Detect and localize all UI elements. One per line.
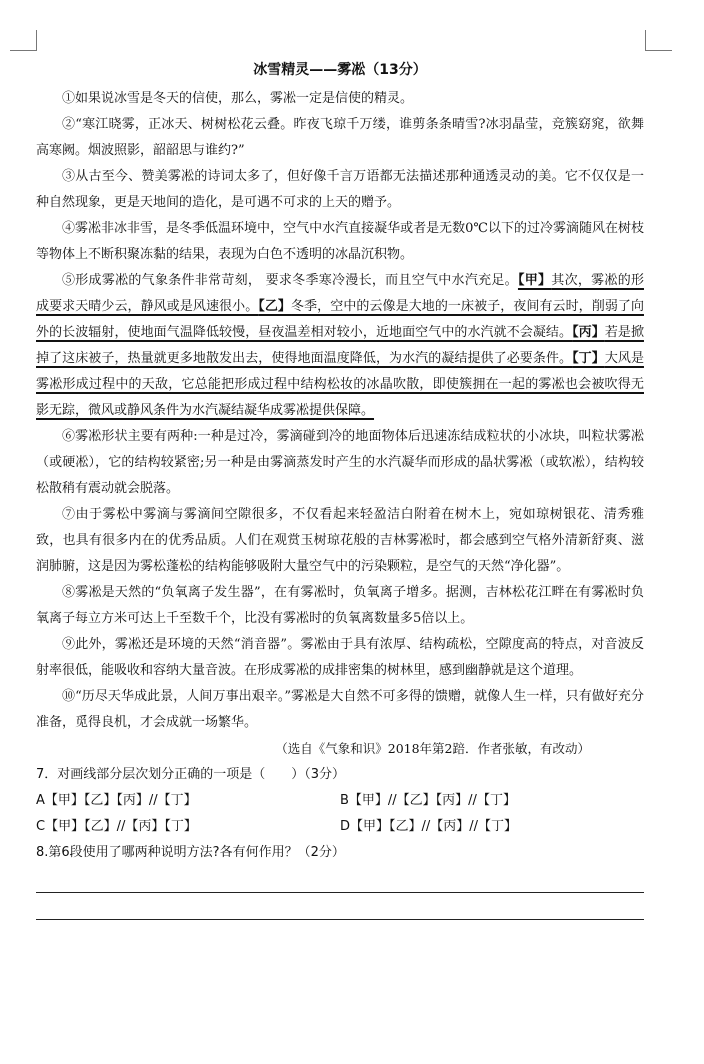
segment-ding: 大风是雾凇形成过程中的天敌，它总能把形成过程中结构松妆的冰晶吹散，即使簇拥在一起的雾凇也会被吹得无影无踪，微风或静风条件为水汽凝结凝华成雾凇提供保障。 <box>36 351 644 418</box>
paragraph-4: ④雾凇非冰非雪，是冬季低温环境中，空气中水汽直接凝华或者是无数0℃以下的过冷雾滴随风在树枝等物体上不断积聚冻黏的结果，表现为白色不透明的冰晶沉积物。 <box>36 221 644 262</box>
option-b: B【甲】//【乙】【丙】//【丁】 <box>340 793 516 808</box>
margin-corner-top-right <box>645 30 672 51</box>
segment-bing: 若是掀掉了这床被子，热量就更多地散发出去，使得地面温度降低，为水汽的凝结提供了必要条件。 <box>36 325 644 366</box>
answer-line-2[interactable] <box>36 893 644 920</box>
segment-jia: 其次，雾凇的形成要求天晴少云，静风或是风速很小。 <box>36 273 644 314</box>
option-d: D【甲】【乙】//【丙】//【丁】 <box>340 819 518 834</box>
margin-corner-top-left <box>10 30 37 51</box>
option-a: A【甲】【乙】【丙】//【丁】 <box>36 793 197 808</box>
paragraph-3: ③从古至今、赞美雾凇的诗词太多了，但好像千言万语都无法描述那种通透灵动的美。它不仅仅是一种自然现象，更是天地间的造化，是可遇不可求的上天的赠予。 <box>36 169 644 210</box>
paragraph-2: ②“寒江晓雾，正冰天、树树松花云叠。昨夜飞琼千万缕，谁剪条条晴雪?冰羽晶莹，竞簇窈窕，欲舞高寒阙。烟波照影，韶韶思与谁约?” <box>36 117 644 158</box>
underlined-passage <box>36 273 644 418</box>
paragraph-6: ⑥雾凇形状主要有两种:一种是过冷，雾滴碰到冷的地面物体后迅速冻结成粒状的小冰块，叫粒状雾凇（或硬凇），它的结构较紧密;另一种是由雾滴蒸发时产生的水汽凝华而形成的晶状雾凇（或软凇），结构较松散稍有震动就会脱落。 <box>36 429 644 496</box>
paragraph-5 <box>36 268 644 424</box>
marker-ding: 【丁】 <box>572 351 605 366</box>
paragraph-5-intro: ⑤形成雾凇的气象条件非常苛刻， 要求冬季寒冷漫长，而且空气中水汽充足。 <box>62 273 518 288</box>
option-c: C【甲】【乙】//【丙】【丁】 <box>36 819 197 834</box>
marker-bing: 【丙】 <box>572 325 605 340</box>
source-citation: （选自《气象和识》2018年第2踣．作者张敏，有改动） <box>275 741 590 756</box>
marker-jia: 【甲】 <box>517 273 552 288</box>
paragraph-10: ⑩“历尽天华成此景，人间万事出艰辛。”雾凇是大自然不可多得的馈赠，就像人生一样，只有做好充分准备，觅得良机，才会成就一场繁华。 <box>36 689 644 730</box>
answer-line-1[interactable] <box>36 866 644 893</box>
question-7-stem: 7．对画线部分层次划分正确的一项是（ ）（3分） <box>36 767 346 782</box>
paragraph-8: ⑧雾凇是天然的“负氧离子发生器”，在有雾凇时，负氧离子增多。据测，吉林松花江畔在有雾凇时负氧离子每立方米可达上千至数千个，比没有雾凇时的负氧离数量多5倍以上。 <box>36 585 644 626</box>
marker-yi: 【乙】 <box>258 299 292 314</box>
paragraph-1: ①如果说冰雪是冬天的信使，那么，雾凇一定是信使的精灵。 <box>62 91 414 106</box>
question-8-stem: 8.第6段使用了哪两种说明方法?各有何作用？（2分） <box>36 845 345 860</box>
paragraph-7: ⑦由于雾松中雾滴与雾滴间空隙很多，不仅看起来轻盈洁白附着在树木上，宛如琼树银花、清秀雅致，也具有很多内在的优秀品质。人们在观赏玉树琼花般的吉林雾凇时，都会感到空气格外清新舒爽、滋润肺腑，这是因为雾松蓬松的结构能够吸附大量空气中的污染颗粒，是空气的天然“净化器”。 <box>36 507 644 574</box>
article-title: 冰雪精灵——雾凇（13分） <box>253 62 427 78</box>
document-page <box>36 60 644 920</box>
question-7-options <box>36 788 644 840</box>
segment-yi: 冬季，空中的云像是大地的一床被子，夜间有云时，削弱了向外的长波辐射，使地面气温降低较慢，昼夜温差相对较小，近地面空气中的水汽就不会凝结。 <box>36 299 644 340</box>
paragraph-9: ⑨此外，雾凇还是环境的天然“消音器”。雾凇由于具有浓厚、结构疏松，空隙度高的特点，对音波反射率很低，能吸收和容纳大量音波。在形成雾凇的成排密集的树林里，感到幽静就是这个道理。 <box>36 637 644 678</box>
